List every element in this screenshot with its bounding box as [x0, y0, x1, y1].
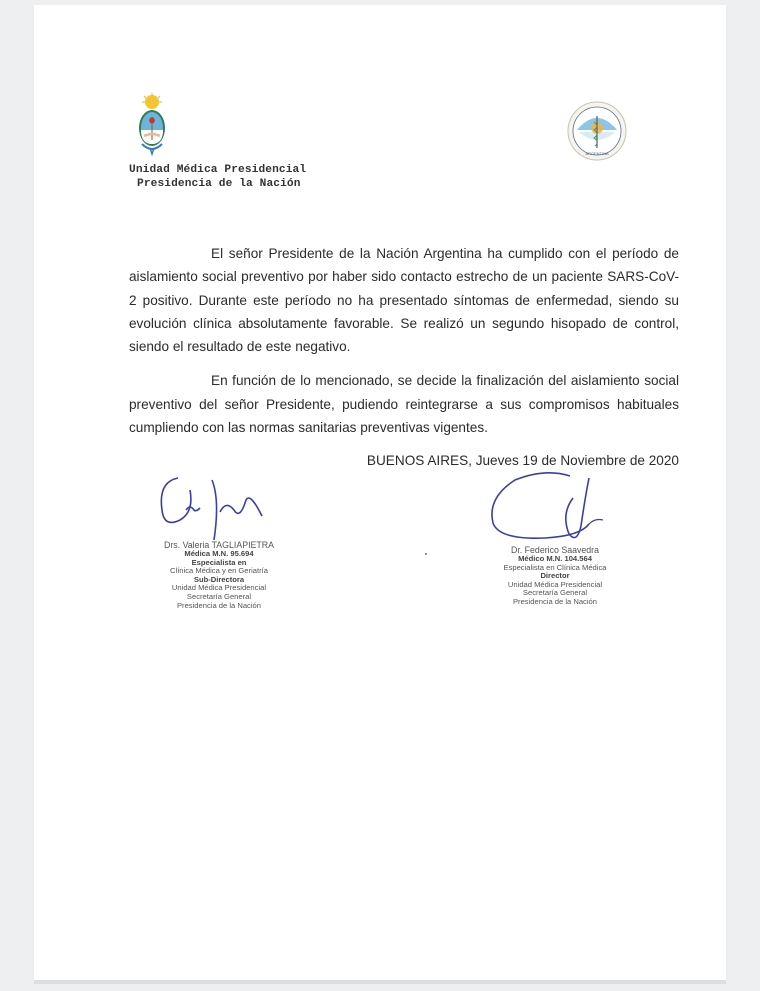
signer-office: Presidencia de la Nación — [176, 600, 261, 610]
signer-secretariat: Secretaría General — [186, 591, 252, 601]
letter-body — [129, 242, 679, 450]
signer-name: Dr. Federico Saavedra — [510, 545, 599, 555]
signature-block-left — [134, 540, 304, 610]
signature-right-icon — [485, 468, 605, 548]
signer-specialty: Especialista en Clínica Médica — [503, 562, 607, 572]
signer-unit: Unidad Médica Presidencial — [171, 583, 267, 593]
signer-role: Director — [540, 571, 570, 581]
signer-license: Médico M.N. 104.564 — [518, 554, 592, 563]
signer-specialty: Especialista en — [191, 557, 247, 567]
signer-name: Drs. Valeria TAGLIAPIETRA — [164, 540, 274, 550]
argentina-coat-of-arms-icon — [136, 92, 168, 158]
seal-bottom-text: ARGENTINA — [585, 151, 609, 156]
signature-block-right — [480, 545, 630, 607]
organization-name: Unidad Médica Presidencial — [129, 164, 307, 176]
signer-office: Presidencia de la Nación — [512, 596, 597, 606]
organization-header — [129, 163, 306, 191]
page-edge — [34, 980, 726, 984]
organization-office: Presidencia de la Nación — [137, 178, 301, 190]
signer-license: Médica M.N. 95.694 — [184, 549, 254, 558]
signer-role: Sub-Directora — [193, 574, 245, 584]
signer-unit: Unidad Médica Presidencial — [507, 579, 603, 589]
unidad-medica-presidencial-seal-icon — [565, 100, 629, 162]
signer-secretariat: Secretaría General — [522, 588, 588, 598]
paragraph: El señor Presidente de la Nación Argentina ha cumplido con el período de aislamiento social preventivo por haber sido contacto estrecho de un paciente SARS-CoV-2 positivo. Durante este período no ha presentado síntomas de enfermedad, siendo su evolución clínica absolutamente favorable. Se realizó un segundo hisopado de control, siendo el resultado de este negativo. — [129, 246, 679, 355]
paragraph: En función de lo mencionado, se decide la finalización del aislamiento social preventivo del señor Presidente, pudiendo reintegrarse a sus compromisos habituales cumpliendo con las normas sanitarias preventivas vigentes. — [129, 373, 679, 436]
signer-specialty-detail: Clínica Médica y en Geriatría — [170, 566, 268, 576]
scan-mark — [425, 553, 427, 555]
date-line: BUENOS AIRES, Jueves 19 de Noviembre de 2020 — [366, 453, 679, 468]
signature-left-icon — [150, 470, 280, 545]
